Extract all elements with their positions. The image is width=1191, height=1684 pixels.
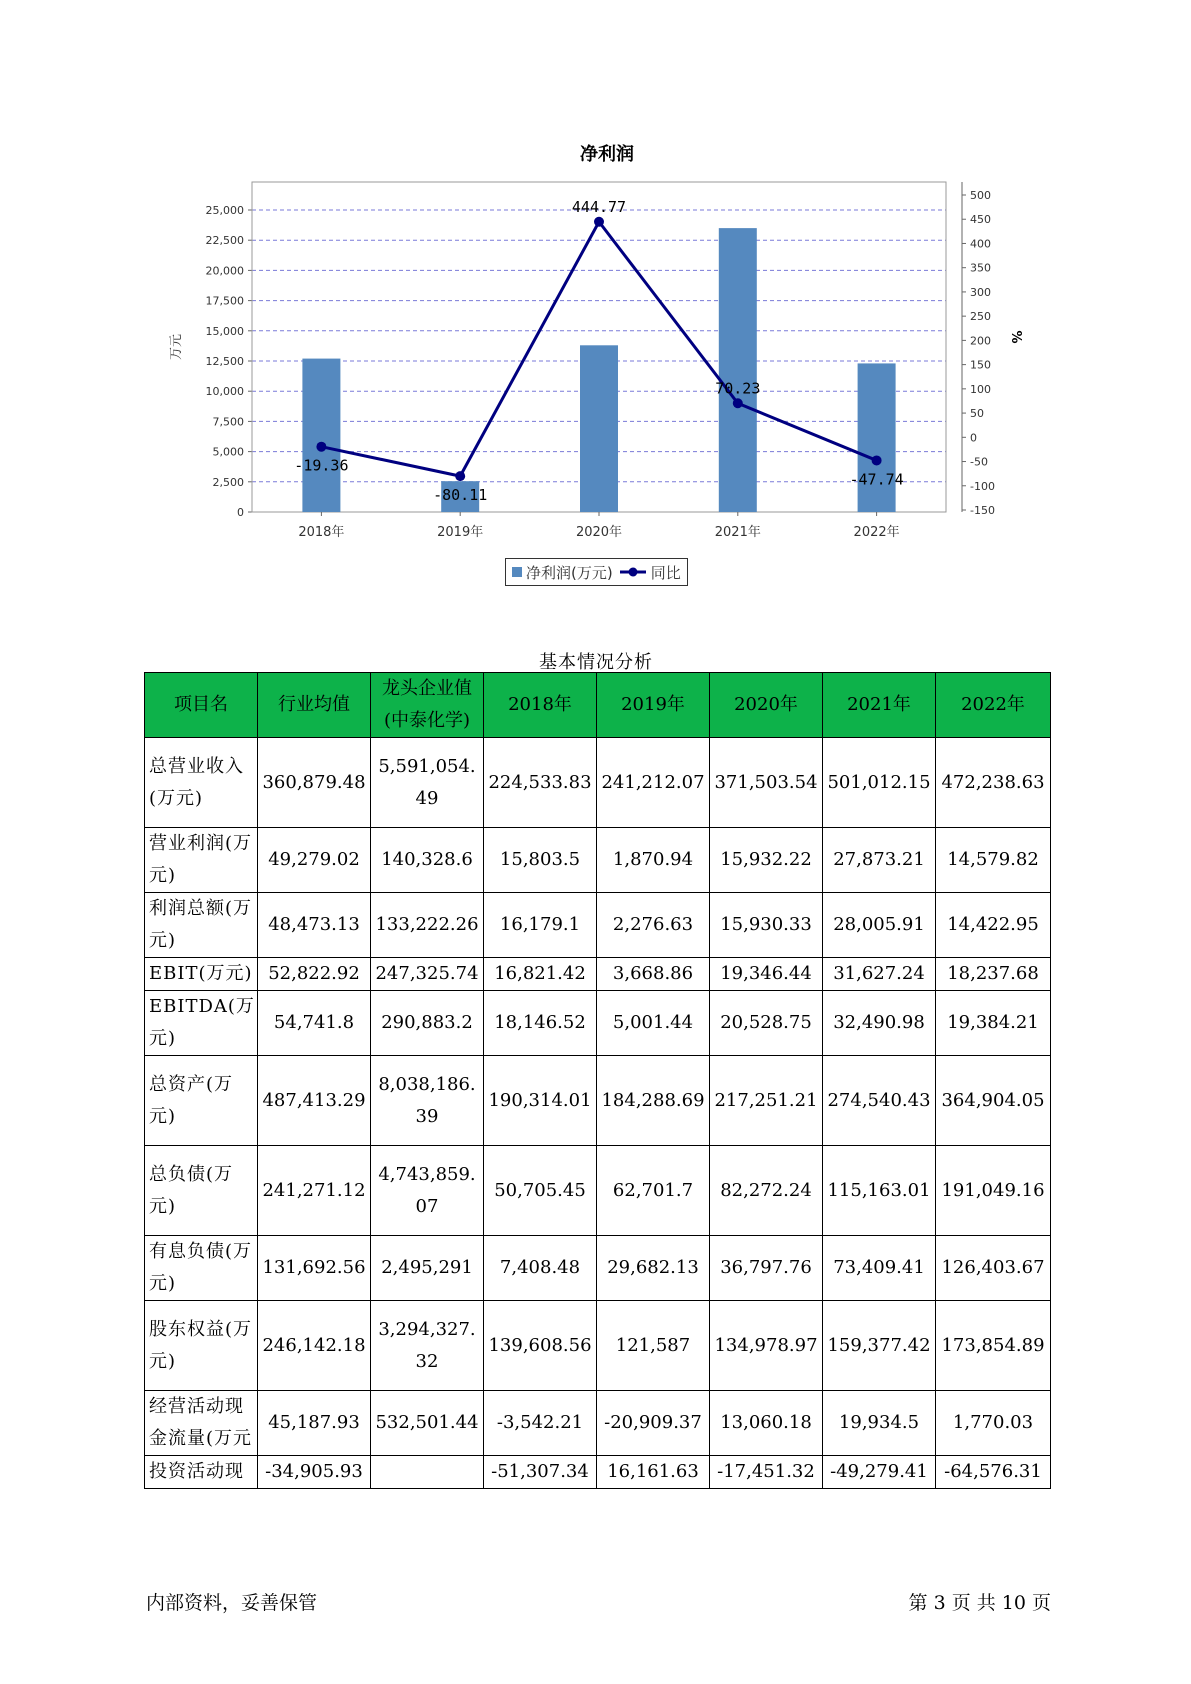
legend-item-line [619, 562, 681, 583]
table-cell: 16,821.42 [484, 958, 597, 991]
y2-tick-label: 100 [970, 382, 991, 396]
table-caption: 基本情况分析 [539, 652, 653, 673]
table-cell: -34,905.93 [258, 1456, 371, 1489]
table-cell [371, 1456, 484, 1489]
table-cell: 14,579.82 [936, 828, 1051, 893]
table-row [145, 1146, 1051, 1236]
table-cell: 45,187.93 [258, 1391, 371, 1456]
table-cell: 115,163.01 [823, 1146, 936, 1236]
table-cell: 29,682.13 [597, 1236, 710, 1301]
table-cell: -64,576.31 [936, 1456, 1051, 1489]
table-cell: 31,627.24 [823, 958, 936, 991]
table-cell: 173,854.89 [936, 1301, 1051, 1391]
y2-tick-label: 350 [970, 261, 991, 275]
y-tick-label: 10,000 [205, 385, 244, 399]
table-cell: 184,288.69 [597, 1056, 710, 1146]
table-cell: 62,701.7 [597, 1146, 710, 1236]
column-header: 2018年 [484, 673, 597, 738]
table-cell: 32,490.98 [823, 991, 936, 1056]
table-cell: 532,501.44 [371, 1391, 484, 1456]
table-cell: 2,495,291 [371, 1236, 484, 1301]
chart-canvas [140, 130, 1040, 600]
basic-analysis-table [144, 672, 1051, 1489]
y-tick-label: 22,500 [205, 234, 244, 248]
table-cell: 241,212.07 [597, 738, 710, 828]
legend-line-swatch [619, 566, 647, 578]
x-tick-label: 2020年 [575, 525, 623, 540]
table-cell: 247,325.74 [371, 958, 484, 991]
yoy-data-label: -80.11 [433, 486, 488, 505]
table-cell: 487,413.29 [258, 1056, 371, 1146]
y-axis-title: 万元 [169, 333, 184, 361]
y2-tick-label: 400 [970, 237, 991, 251]
legend-bar-label: 净利润(万元) [526, 563, 613, 582]
table-row [145, 958, 1051, 991]
table-row [145, 1301, 1051, 1391]
table-cell: 360,879.48 [258, 738, 371, 828]
table-cell: 15,930.33 [710, 893, 823, 958]
table-cell: 1,770.03 [936, 1391, 1051, 1456]
y-tick-label: 7,500 [212, 415, 244, 429]
yoy-data-label: -19.36 [294, 456, 349, 475]
row-label: 总营业收入(万元) [145, 738, 258, 828]
y-tick-label: 17,500 [205, 294, 244, 308]
bar [719, 228, 757, 512]
table-cell: 2,276.63 [597, 893, 710, 958]
table-cell: 82,272.24 [710, 1146, 823, 1236]
column-header: 2019年 [597, 673, 710, 738]
row-label: EBITDA(万元) [145, 991, 258, 1056]
table-cell: 73,409.41 [823, 1236, 936, 1301]
y2-tick-label: 500 [970, 189, 991, 202]
table-cell: 28,005.91 [823, 893, 936, 958]
table-cell: -20,909.37 [597, 1391, 710, 1456]
y2-tick-label: 450 [970, 213, 991, 227]
table-cell: 3,294,327.32 [371, 1301, 484, 1391]
table-cell: 241,271.12 [258, 1146, 371, 1236]
yoy-data-label: -47.74 [849, 470, 904, 489]
table-cell: 18,146.52 [484, 991, 597, 1056]
row-label: 经营活动现金流量(万元 [145, 1391, 258, 1456]
legend-line-label: 同比 [650, 563, 681, 582]
table-row [145, 893, 1051, 958]
bar [858, 363, 896, 512]
table-cell: -3,542.21 [484, 1391, 597, 1456]
table-cell: 27,873.21 [823, 828, 936, 893]
legend-bar-swatch [512, 567, 522, 577]
y2-axis-title: % [1008, 330, 1023, 344]
table-cell: 19,346.44 [710, 958, 823, 991]
row-label: 总负债(万元) [145, 1146, 258, 1236]
table-cell: 3,668.86 [597, 958, 710, 991]
y2-tick-label: -100 [970, 479, 995, 493]
footer-page-number: 第 3 页 共 10 页 [908, 1592, 1051, 1614]
table-cell: 16,179.1 [484, 893, 597, 958]
table-cell: 371,503.54 [710, 738, 823, 828]
chart-legend [505, 558, 688, 586]
table-cell: 8,038,186.39 [371, 1056, 484, 1146]
table-row [145, 738, 1051, 828]
table-cell: 19,384.21 [936, 991, 1051, 1056]
table-cell: 472,238.63 [936, 738, 1051, 828]
x-tick-label: 2019年 [437, 525, 484, 540]
yoy-data-label: 70.23 [715, 379, 761, 398]
row-label: EBIT(万元) [145, 958, 258, 991]
bar [302, 359, 340, 512]
table-row [145, 1391, 1051, 1456]
net-profit-chart [140, 130, 1040, 600]
column-header: 2021年 [823, 673, 936, 738]
row-label: 股东权益(万元) [145, 1301, 258, 1391]
row-label: 营业利润(万元) [145, 828, 258, 893]
yoy-point [316, 442, 326, 452]
table-cell: 19,934.5 [823, 1391, 936, 1456]
column-header: 龙头企业值(中泰化学) [371, 673, 484, 738]
y2-tick-label: 250 [970, 310, 991, 324]
y-tick-label: 25,000 [205, 204, 244, 217]
table-cell: 5,001.44 [597, 991, 710, 1056]
table-cell: 5,591,054.49 [371, 738, 484, 828]
y2-tick-label: -50 [970, 455, 988, 469]
column-header: 行业均值 [258, 673, 371, 738]
table-cell: -49,279.41 [823, 1456, 936, 1489]
table-cell: 191,049.16 [936, 1146, 1051, 1236]
y-tick-label: 15,000 [205, 324, 244, 338]
table-header-row [145, 673, 1051, 738]
yoy-point [594, 217, 604, 227]
table-cell: 54,741.8 [258, 991, 371, 1056]
chart-title: 净利润 [580, 144, 634, 165]
legend-item-bar [512, 562, 613, 583]
table-cell: 15,803.5 [484, 828, 597, 893]
table-cell: 4,743,859.07 [371, 1146, 484, 1236]
bar [580, 345, 618, 512]
y2-tick-label: 300 [970, 285, 991, 299]
column-header: 2022年 [936, 673, 1051, 738]
table-cell: 217,251.21 [710, 1056, 823, 1146]
table-cell: 139,608.56 [484, 1301, 597, 1391]
table-cell: 49,279.02 [258, 828, 371, 893]
table-row [145, 828, 1051, 893]
yoy-point [733, 398, 743, 408]
y-tick-label: 20,000 [205, 264, 244, 278]
table-cell: 121,587 [597, 1301, 710, 1391]
table-cell: 190,314.01 [484, 1056, 597, 1146]
yoy-point [455, 471, 465, 481]
table-cell: 7,408.48 [484, 1236, 597, 1301]
table-cell: 134,978.97 [710, 1301, 823, 1391]
table-cell: 501,012.15 [823, 738, 936, 828]
x-tick-label: 2021年 [714, 525, 761, 540]
y-tick-label: 5,000 [212, 445, 244, 459]
y-tick-label: 12,500 [205, 355, 244, 368]
table-cell: 50,705.45 [484, 1146, 597, 1236]
y-tick-label: 2,500 [212, 475, 244, 489]
table-cell: 1,870.94 [597, 828, 710, 893]
table-cell: 246,142.18 [258, 1301, 371, 1391]
table-cell: 140,328.6 [371, 828, 484, 893]
table-cell: 52,822.92 [258, 958, 371, 991]
y2-tick-label: 50 [970, 407, 984, 421]
column-header: 2020年 [710, 673, 823, 738]
table-cell: 224,533.83 [484, 738, 597, 828]
y2-tick-label: 150 [970, 358, 991, 372]
table-cell: 131,692.56 [258, 1236, 371, 1301]
table-row [145, 991, 1051, 1056]
table-cell: 274,540.43 [823, 1056, 936, 1146]
row-label: 总资产(万元) [145, 1056, 258, 1146]
y2-tick-label: -150 [970, 504, 995, 517]
y2-tick-label: 200 [970, 334, 991, 348]
yoy-point [872, 455, 882, 465]
table-row [145, 1056, 1051, 1146]
x-tick-label: 2018年 [298, 525, 345, 540]
footer-confidential-note: 内部资料，妥善保管 [146, 1592, 318, 1614]
column-header: 项目名 [145, 673, 258, 738]
x-tick-label: 2022年 [853, 525, 900, 540]
table-cell: 36,797.76 [710, 1236, 823, 1301]
table-cell: -17,451.32 [710, 1456, 823, 1489]
row-label: 投资活动现 [145, 1456, 258, 1489]
table-cell: 14,422.95 [936, 893, 1051, 958]
table-cell: 133,222.26 [371, 893, 484, 958]
table-cell: 48,473.13 [258, 893, 371, 958]
table-cell: -51,307.34 [484, 1456, 597, 1489]
y2-tick-label: 0 [970, 431, 977, 445]
row-label: 利润总额(万元) [145, 893, 258, 958]
row-label: 有息负债(万元) [145, 1236, 258, 1301]
table-cell: 159,377.42 [823, 1301, 936, 1391]
table-cell: 18,237.68 [936, 958, 1051, 991]
table-cell: 15,932.22 [710, 828, 823, 893]
yoy-data-label: 444.77 [571, 197, 627, 216]
table-cell: 20,528.75 [710, 991, 823, 1056]
table-row [145, 1456, 1051, 1489]
table-cell: 16,161.63 [597, 1456, 710, 1489]
table-row [145, 1236, 1051, 1301]
table-cell: 290,883.2 [371, 991, 484, 1056]
table-cell: 364,904.05 [936, 1056, 1051, 1146]
y-tick-label: 0 [237, 506, 244, 519]
table-cell: 13,060.18 [710, 1391, 823, 1456]
table-cell: 126,403.67 [936, 1236, 1051, 1301]
